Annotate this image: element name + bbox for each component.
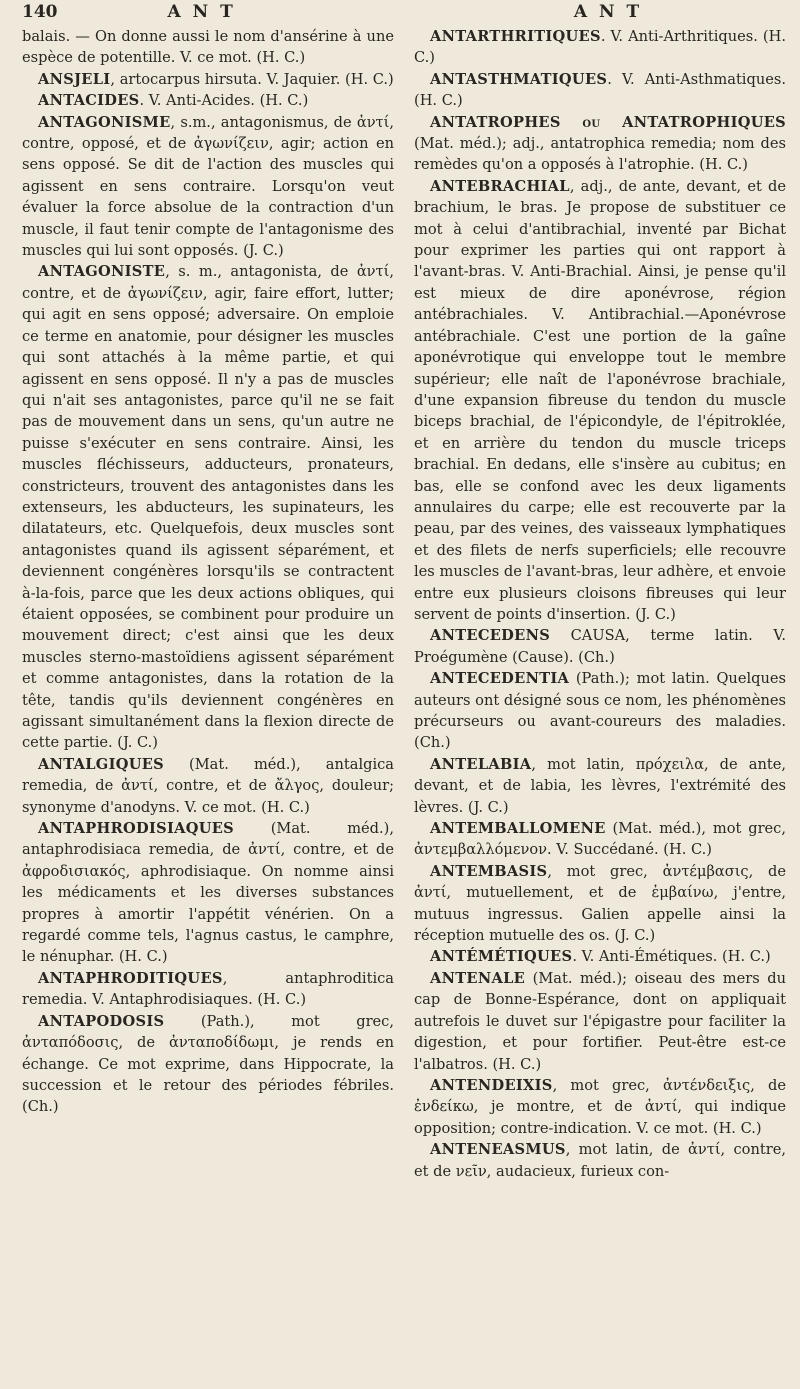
entry: ANTECEDENTIA (Path.); mot latin. Quelques auteurs ont désigné sous ce nom, les phénomènes précurseurs ou avant-coureurs des maladies. (Ch.) xyxy=(414,670,786,752)
entry: ANTEMBASIS, mot grec, ἀντέμβασις, de ἀντί, mutuellement, et de ἐμβαίνω, j'entre, mutuus ingressus. Galien appelle ainsi la réception mutuelle des os. (J. C.) xyxy=(414,862,786,945)
running-head-left xyxy=(22,2,402,28)
entry: ANSJELI, artocarpus hirsuta. V. Jaquier. (H. C.) xyxy=(38,70,394,88)
entry-headword: ANTENEASMUS xyxy=(430,1141,566,1159)
entry: ANTATROPHES ou ANTATROPHIQUES (Mat. méd.); adj., antatrophica remedia; nom des remèdes qu'on a opposés à l'atrophie. (H. C.) xyxy=(414,113,786,174)
entry-headword: ANTAGONISME xyxy=(38,113,171,131)
entry-headword: ANTECEDENTIA xyxy=(430,670,570,688)
entry-headword: ANTATROPHES ou ANTATROPHIQUES xyxy=(430,113,786,131)
entry-headword: ANTACIDES xyxy=(38,92,140,110)
entry-headword: ANTAGONISTE xyxy=(38,263,166,281)
entry: ANTAGONISTE, s. m., antagonista, de ἀντί, contre, et de ἀγωνίζειν, agir, faire effort, lutter; qui agit en sens opposé; adversaire. On emploie ce terme en anatomie, pour désigner les muscles qui sont attachés à la même partie, et qui agissent en sens opposé. Il n'y a pas de muscles qui n'ait ses antagonistes, parce qu'il ne se fait pas de mouvement dans un sens, qu'un autre ne puisse s'exécuter en sens contraire. Ainsi, les muscles fléchisseurs, adducteurs, pronateurs, constricteurs, trouvent des antagonistes dans les extenseurs, les abducteurs, les supinateurs, les dilatateurs, etc. Quelquefois, deux muscles sont antagonistes quand ils agissent séparément, et deviennent congénères lorsqu'ils se contractent à-la-fois, parce que les deux actions obliques, qui étaient opposées, se combinent pour produire un mouvement direct; c'est ainsi que les deux muscles sterno-mastoïdiens agissent séparément et comme antagonistes, dans la rotation de la tête, tandis qu'ils deviennent congénères en agissant simultanément dans la flexion directe de cette partie. (J. C.) xyxy=(22,263,394,752)
entry: ANTEBRACHIAL, adj., de ante, devant, et de brachium, le bras. Je propose de substituer ce mot à celui d'antibrachial, inventé par Bichat pour exprimer les parties qui ont rapport à l'avant-bras. V. Anti-Brachial. Ainsi, je pense qu'il est mieux de dire aponévrose, région antébrachiales. V. Antibrachial.—Aponévrose antébrachiale. C'est une portion de la gaîne aponévrotique qui enveloppe tout le membre supérieur; elle naît de l'aponévrose brachiale, d'une expansion fibreuse du tendon du muscle biceps brachial, de l'épicondyle, de l'épitroklée, et en arrière du tendon du muscle triceps brachial. En dedans, elle s'insère au cubitus; en bas, elle se confond avec les deux ligaments annulaires du carpe; elle est recouverte par la peau, par des veines, des vaisseaux lymphatiques et des filets de nerfs superficiels; elle recouvre les muscles de l'avant-bras, leur adhère, et envoie entre eux plusieurs cloisons fibreuses qui leur servent de points d'insertion. (J. C.) xyxy=(414,177,786,623)
entry-headword: ANSJELI xyxy=(38,70,111,88)
entry: balais. — On donne aussi le nom d'ansérine à une espèce de potentille. V. ce mot. (H. C.) xyxy=(22,28,394,67)
entry-headword: ANTEMBALLOMENE xyxy=(430,820,606,838)
right-column xyxy=(414,26,786,1382)
entry: ANTAGONISME, s.m., antagonismus, de ἀντί, contre, opposé, et de ἀγωνίζειν, agir; action en sens opposé. Se dit de l'action des muscles qui agissent en sens contraire. Lorsqu'on veut évaluer la force absolue de la contraction d'un muscle, il faut tenir compte de l'antagonisme des muscles qui lui sont opposés. (J. C.) xyxy=(22,113,394,260)
entry: ANTAPHRODITIQUES, antaphroditica remedia. V. Antaphrodisiaques. (H. C.) xyxy=(22,969,394,1009)
entry-headword: ANTENALE xyxy=(430,969,526,987)
entry: ANTENEASMUS, mot latin, de ἀντί, contre, et de νεῖν, audacieux, furieux con- xyxy=(414,1141,786,1180)
entry: ANTARTHRITIQUES. V. Anti-Arthritiques. (H. C.) xyxy=(414,28,786,67)
entry-headword: ANTENDEIXIS xyxy=(430,1076,553,1094)
entry-headword: ANTAPHRODITIQUES xyxy=(38,969,223,987)
entry-headword: ANTAPHRODISIAQUES xyxy=(38,820,235,838)
entry-headword: ANTAPODOSIS xyxy=(38,1012,165,1030)
entry-headword: ANTARTHRITIQUES xyxy=(430,28,601,45)
entry: ANTALGIQUES (Mat. méd.), antalgica remedia, de ἀντί, contre, et de ἄλγος, douleur; synonyme d'anodyns. V. ce mot. (H. C.) xyxy=(22,755,394,816)
entry: ANTENALE (Mat. méd.); oiseau des mers du cap de Bonne-Espérance, dont on appliquait autrefois le duvet sur l'épigastre pour faciliter la digestion, et pour fortifier. Peut-être est-ce l'albatros. (H. C.) xyxy=(414,969,786,1073)
entry: ANTENDEIXIS, mot grec, ἀντένδειξις, de ἐνδείκω, je montre, et de ἀντί, qui indique opposition; contre-indication. V. ce mot. (H. C.) xyxy=(414,1076,786,1137)
entry-headword: ANTÉMÉTIQUES xyxy=(430,948,573,966)
entry-headword: ANTASTHMATIQUES xyxy=(430,70,608,88)
entry-headword: ANTEMBASIS xyxy=(430,862,548,880)
page-number: 140 xyxy=(22,2,58,22)
left-column xyxy=(22,26,394,1382)
entry: ANTELABIA, mot latin, πρόχειλα, de ante, devant, et de labia, les lèvres, l'extrémité des lèvres. (J. C.) xyxy=(414,755,786,816)
entry: ANTECEDENS CAUSA, terme latin. V. Proégumène (Cause). (Ch.) xyxy=(414,627,786,666)
entry: ANTEMBALLOMENE (Mat. méd.), mot grec, ἀντεμβαλλόμενον. V. Succédané. (H. C.) xyxy=(414,820,786,859)
entry: ANTAPHRODISIAQUES (Mat. méd.), antaphrodisiaca remedia, de ἀντί, contre, et de ἀφροδισιακός, aphrodisiaque. On nomme ainsi les médicaments et les diverses substances propres à amortir l'appétit vénérien. On a regardé comme tels, l'agnus castus, le camphre, le nénuphar. (H. C.) xyxy=(22,820,394,966)
running-head-left-text: A N T xyxy=(167,2,236,22)
entry-headword: ANTALGIQUES xyxy=(38,755,164,773)
entry: ANTÉMÉTIQUES. V. Anti-Émétiques. (H. C.) xyxy=(430,948,771,966)
entry: ANTACIDES. V. Anti-Acides. (H. C.) xyxy=(38,92,309,110)
running-head-right-text: A N T xyxy=(573,2,643,22)
entry: ANTAPODOSIS (Path.), mot grec, ἀνταπόδοσις, de ἀνταποδίδωμι, je rends en échange. Ce mot exprime, dans Hippocrate, la succession et le retour des périodes fébriles. (Ch.) xyxy=(22,1012,394,1116)
running-head-right xyxy=(418,2,798,28)
entry-headword: ANTECEDENS xyxy=(430,627,551,645)
entry-headword: ANTEBRACHIAL xyxy=(430,177,570,195)
entry-headword: ANTELABIA xyxy=(430,755,532,773)
entry: ANTASTHMATIQUES. V. Anti-Asthmatiques. (H. C.) xyxy=(414,70,786,110)
